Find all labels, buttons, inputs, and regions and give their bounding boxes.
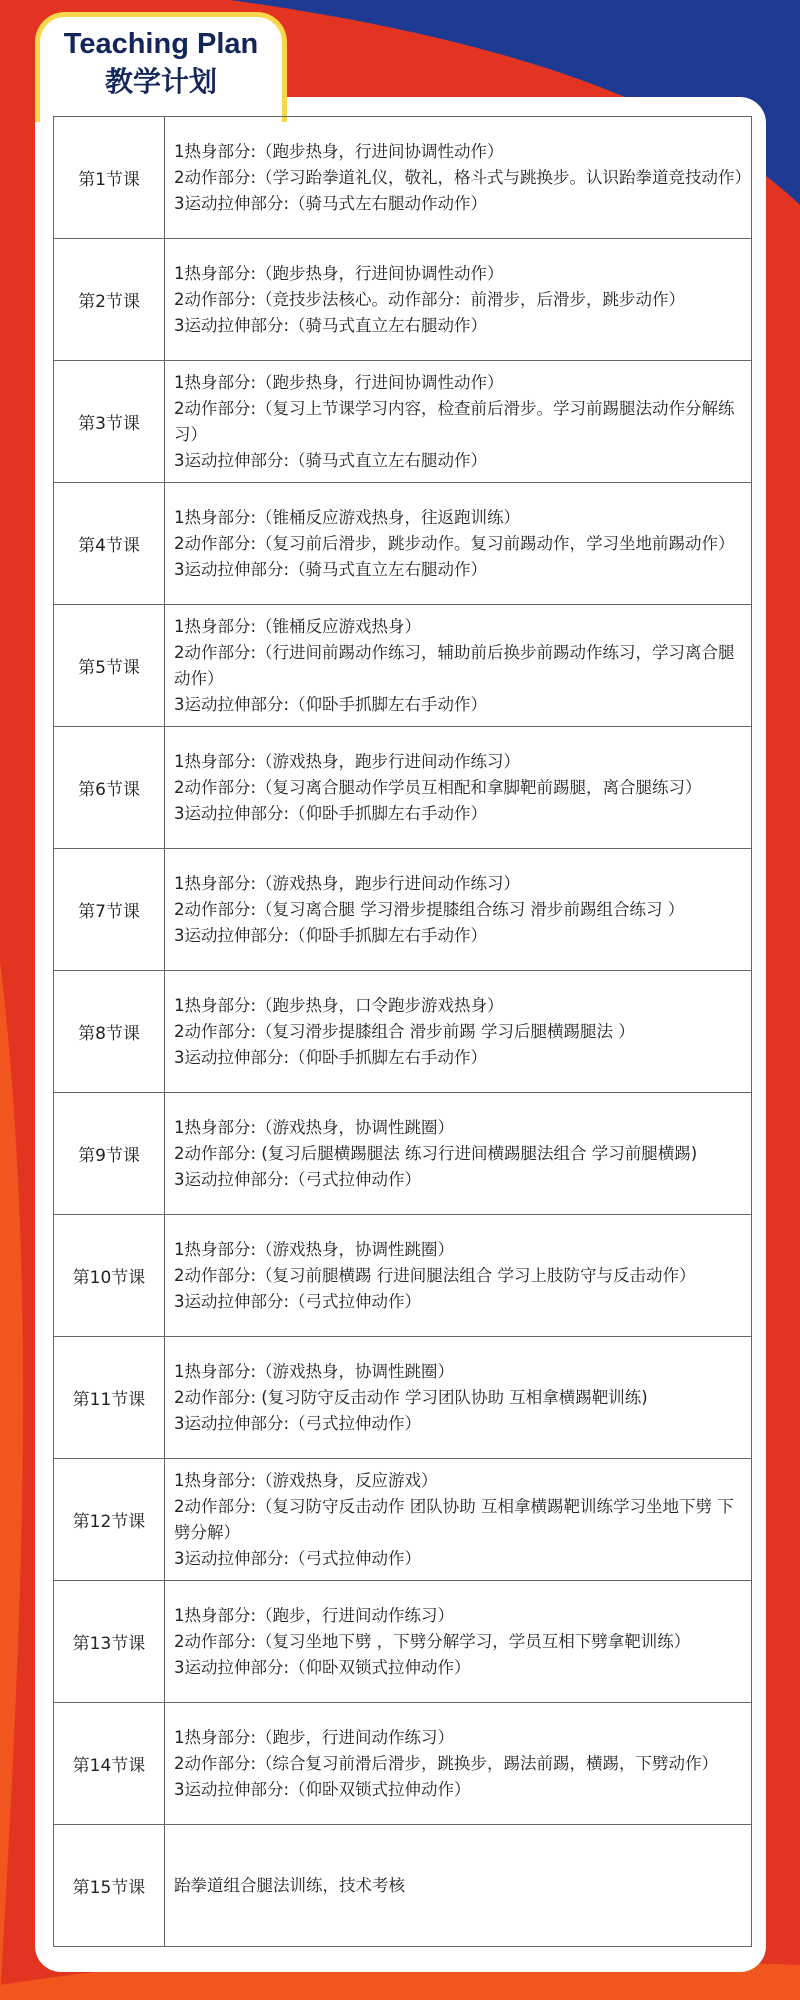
- lesson-content: [165, 1825, 752, 1947]
- lesson-content-line: 3运动拉伸部分:（仰卧双锁式拉伸动作）: [174, 1779, 471, 1799]
- lesson-content-line: 1热身部分:（游戏热身，反应游戏）: [174, 1470, 438, 1490]
- lesson-content-line: 2动作部分:（复习前后滑步，跳步动作。复习前踢动作，学习坐地前踢动作）: [174, 533, 735, 553]
- lesson-label: 第2节课: [54, 239, 165, 361]
- lesson-content-line: 3运动拉伸部分:（骑马式左右腿动作动作）: [174, 193, 488, 213]
- lesson-content-line: 2动作部分: (复习后腿横踢腿法 练习行进间横踢腿法组合 学习前腿横踢): [174, 1143, 698, 1163]
- table-row: [54, 361, 752, 483]
- lesson-label: 第13节课: [54, 1581, 165, 1703]
- lesson-content-line: 3运动拉伸部分:（骑马式直立左右腿动作）: [174, 450, 488, 470]
- table-row: [54, 727, 752, 849]
- lesson-content-line: 1热身部分:（游戏热身，跑步行进间动作练习）: [174, 873, 521, 893]
- lesson-content: [165, 117, 752, 239]
- lesson-content-line: 3运动拉伸部分:（弓式拉伸动作）: [174, 1413, 422, 1433]
- table-row: [54, 239, 752, 361]
- lesson-label: 第12节课: [54, 1459, 165, 1581]
- lesson-label: 第7节课: [54, 849, 165, 971]
- lesson-label: 第5节课: [54, 605, 165, 727]
- lesson-content-line: 3运动拉伸部分:（弓式拉伸动作）: [174, 1548, 422, 1568]
- lesson-label: 第3节课: [54, 361, 165, 483]
- teaching-plan-table: [53, 116, 752, 1947]
- table-row: [54, 1459, 752, 1581]
- lesson-content-line: 2动作部分:（复习上节课学习内容，检查前后滑步。学习前踢腿法动作分解练习）: [174, 398, 735, 444]
- lesson-label: 第1节课: [54, 117, 165, 239]
- lesson-content-line: 1热身部分:（跑步，行进间动作练习）: [174, 1727, 455, 1747]
- lesson-content-line: 1热身部分:（游戏热身，协调性跳圈）: [174, 1239, 455, 1259]
- lesson-label: 第14节课: [54, 1703, 165, 1825]
- lesson-content-line: 1热身部分:（锥桶反应游戏热身，往返跑训练）: [174, 507, 521, 527]
- lesson-content-line: 3运动拉伸部分:（骑马式直立左右腿动作）: [174, 315, 488, 335]
- lesson-content-line: 2动作部分:（复习滑步提膝组合 滑步前踢 学习后腿横踢腿法 ）: [174, 1021, 635, 1041]
- lesson-content-line: 1热身部分:（游戏热身，协调性跳圈）: [174, 1361, 455, 1381]
- lesson-content: [165, 361, 752, 483]
- table-row: [54, 1093, 752, 1215]
- lesson-content-line: 1热身部分:（跑步，行进间动作练习）: [174, 1605, 455, 1625]
- lesson-label: 第15节课: [54, 1825, 165, 1947]
- lesson-label: 第4节课: [54, 483, 165, 605]
- lesson-label: 第11节课: [54, 1337, 165, 1459]
- lesson-content: [165, 605, 752, 727]
- lesson-content-line: 2动作部分:（复习离合腿 学习滑步提膝组合练习 滑步前踢组合练习 ）: [174, 899, 685, 919]
- lesson-content: [165, 849, 752, 971]
- lesson-content: [165, 1215, 752, 1337]
- lesson-content-line: 3运动拉伸部分:（仰卧手抓脚左右手动作）: [174, 925, 488, 945]
- lesson-content-line: 1热身部分:（跑步热身，行进间协调性动作）: [174, 372, 504, 392]
- lesson-content: [165, 1703, 752, 1825]
- lesson-content-line: 3运动拉伸部分:（仰卧双锁式拉伸动作）: [174, 1657, 471, 1677]
- lesson-content-line: 3运动拉伸部分:（骑马式直立左右腿动作）: [174, 559, 488, 579]
- lesson-content: [165, 1337, 752, 1459]
- table-row: [54, 971, 752, 1093]
- lesson-content-line: 3运动拉伸部分:（弓式拉伸动作）: [174, 1291, 422, 1311]
- table-row: [54, 605, 752, 727]
- header-tab: [35, 12, 287, 122]
- lesson-content-line: 1热身部分:（游戏热身，跑步行进间动作练习）: [174, 751, 521, 771]
- lesson-label: 第9节课: [54, 1093, 165, 1215]
- lesson-content-line: 2动作部分:（行进间前踢动作练习，辅助前后换步前踢动作练习，学习离合腿动作）: [174, 642, 735, 688]
- lesson-content-line: 3运动拉伸部分:（仰卧手抓脚左右手动作）: [174, 1047, 488, 1067]
- lesson-content-line: 2动作部分:（复习防守反击动作 团队协助 互相拿横踢靶训练学习坐地下劈 下劈分解）: [174, 1496, 734, 1542]
- title-english: Teaching Plan: [63, 28, 259, 60]
- lesson-content-line: 2动作部分:（竞技步法核心。动作部分：前滑步，后滑步，跳步动作）: [174, 289, 686, 309]
- table-row: [54, 1215, 752, 1337]
- lesson-content-line: 1热身部分:（游戏热身，协调性跳圈）: [174, 1117, 455, 1137]
- table-row: [54, 1337, 752, 1459]
- lesson-label: 第6节课: [54, 727, 165, 849]
- lesson-content: [165, 1459, 752, 1581]
- lesson-label: 第8节课: [54, 971, 165, 1093]
- lesson-content-line: 1热身部分:（跑步热身，口令跑步游戏热身）: [174, 995, 504, 1015]
- lesson-content-line: 2动作部分:（学习跆拳道礼仪，敬礼，格斗式与跳换步。认识跆拳道竞技动作）: [174, 167, 752, 187]
- lesson-content-line: 2动作部分:（综合复习前滑后滑步，跳换步，踢法前踢，横踢，下劈动作）: [174, 1753, 719, 1773]
- lesson-content-line: 3运动拉伸部分:（弓式拉伸动作）: [174, 1169, 422, 1189]
- lesson-label: 第10节课: [54, 1215, 165, 1337]
- lesson-content-line: 1热身部分:（跑步热身，行进间协调性动作）: [174, 263, 504, 283]
- title-chinese: 教学计划: [104, 65, 217, 98]
- table-row: [54, 117, 752, 239]
- table-row: [54, 1703, 752, 1825]
- lesson-content-line: 3运动拉伸部分:（仰卧手抓脚左右手动作）: [174, 803, 488, 823]
- table-row: [54, 1825, 752, 1947]
- lesson-content-line: 2动作部分:（复习前腿横踢 行进间腿法组合 学习上肢防守与反击动作）: [174, 1265, 696, 1285]
- lesson-content: [165, 727, 752, 849]
- lesson-content-line: 1热身部分:（跑步热身，行进间协调性动作）: [174, 141, 504, 161]
- lesson-content: [165, 483, 752, 605]
- lesson-content: [165, 1581, 752, 1703]
- lesson-content-line: 2动作部分: (复习防守反击动作 学习团队协助 互相拿横踢靶训练): [174, 1387, 648, 1407]
- table-row: [54, 1581, 752, 1703]
- lesson-content-line: 2动作部分:（复习坐地下劈 ，下劈分解学习，学员互相下劈拿靶训练）: [174, 1631, 691, 1651]
- table-row: [54, 849, 752, 971]
- lesson-content-line: 1热身部分:（锥桶反应游戏热身）: [174, 616, 422, 636]
- lesson-content: [165, 1093, 752, 1215]
- table-row: [54, 483, 752, 605]
- lesson-content: [165, 971, 752, 1093]
- lesson-content: [165, 239, 752, 361]
- lesson-content-line: 跆拳道组合腿法训练，技术考核: [174, 1875, 405, 1895]
- lesson-content-line: 3运动拉伸部分:（仰卧手抓脚左右手动作）: [174, 694, 488, 714]
- lesson-content-line: 2动作部分:（复习离合腿动作学员互相配和拿脚靶前踢腿，离合腿练习）: [174, 777, 702, 797]
